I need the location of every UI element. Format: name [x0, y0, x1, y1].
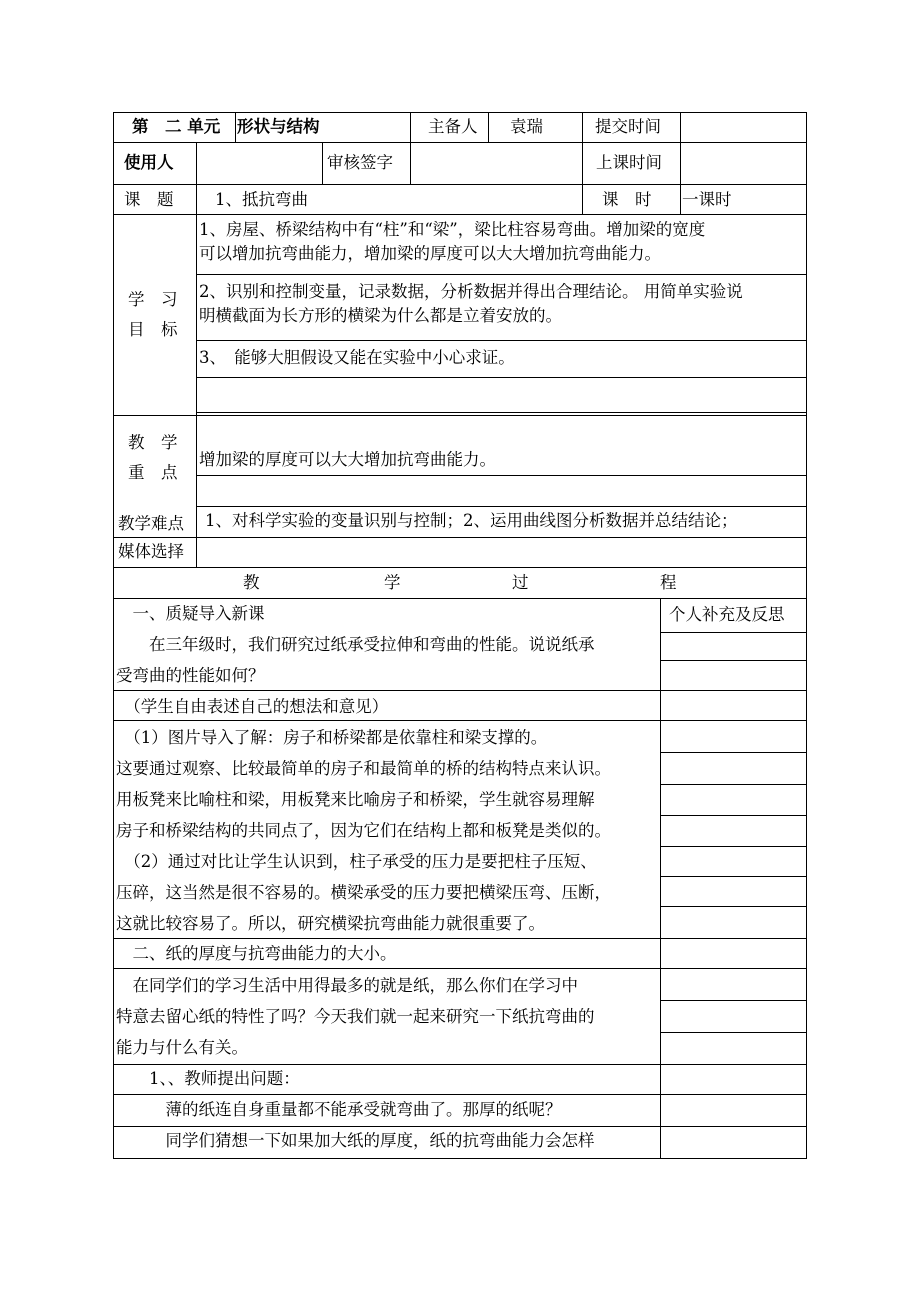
col-rule: [660, 598, 661, 1159]
row-rule: [113, 184, 807, 185]
row-rule: [113, 415, 807, 416]
reflection-label: 个人补充及反思: [669, 605, 785, 624]
row-rule: [196, 412, 807, 413]
row-rule: [660, 876, 807, 877]
col-rule: [582, 112, 583, 214]
process-heading-char: 过: [512, 573, 529, 592]
process-line: 这要通过观察、比较最简单的房子和最简单的桥的结构特点来认识。: [116, 759, 611, 778]
process-heading-char: 教: [243, 573, 260, 592]
col-rule: [322, 142, 323, 184]
process-line: 特意去留心纸的特性了吗？今天我们就一起来研究一下纸抗弯曲的: [116, 1007, 595, 1026]
period-label: 课 时: [602, 190, 652, 209]
process-heading-char: 学: [384, 573, 401, 592]
row-rule: [660, 752, 807, 753]
review-label: 审核签字: [327, 153, 393, 172]
process-line: 用板凳来比喻柱和梁，用板凳来比喻房子和桥梁，学生就容易理解: [116, 790, 595, 809]
topic-label: 课 题: [124, 190, 174, 209]
process-line: 这就比较容易了。所以，研究横梁抗弯曲能力就很重要了。: [116, 914, 545, 933]
objectives-label: 学 习: [128, 290, 178, 309]
objective-1: 可以增加抗弯曲能力，增加梁的厚度可以大大增加抗弯曲能力。: [199, 244, 661, 263]
col-rule: [680, 112, 681, 214]
class-time-label: 上课时间: [596, 153, 662, 172]
process-line: 薄的纸连自身重量都不能承受就弯曲了。那厚的纸呢？: [116, 1100, 562, 1119]
process-line: （1）图片导入了解：房子和桥梁都是依靠柱和梁支撑的。: [116, 728, 548, 747]
process-line: 能力与什么有关。: [116, 1038, 248, 1057]
row-rule: [660, 1000, 807, 1001]
row-rule: [196, 506, 807, 507]
col-rule: [488, 112, 489, 142]
process-heading-char: 程: [660, 573, 677, 592]
row-rule: [660, 846, 807, 847]
objective-2: 明横截面为长方形的横梁为什么都是立着安放的。: [199, 306, 562, 325]
objective-1: 1、房屋、桥梁结构中有“柱”和“梁”，梁比柱容易弯曲。增加梁的宽度: [199, 220, 706, 239]
process-line: 二、纸的厚度与抗弯曲能力的大小。: [116, 944, 397, 963]
row-rule: [660, 815, 807, 816]
process-line: （学生自由表述自己的想法和意见）: [116, 697, 389, 716]
topic-value: 1、抵抗弯曲: [215, 190, 308, 209]
objective-3: 3、 能够大胆假设又能在实验中小心求证。: [199, 348, 515, 367]
col-rule: [235, 112, 236, 142]
difficulty-label: 教学难点: [118, 514, 184, 533]
preparer-label: 主备人: [428, 117, 478, 136]
row-rule: [660, 784, 807, 785]
process-line: 压碎，这当然是很不容易的。横梁承受的压力要把横梁压弯、压断，: [116, 883, 611, 902]
objective-2: 2、识别和控制变量，记录数据，分析数据并得出合理结论。 用简单实验说: [199, 282, 743, 301]
row-rule: [196, 475, 807, 476]
row-rule: [113, 142, 807, 143]
row-rule: [113, 968, 807, 969]
row-rule: [113, 690, 807, 691]
unit-label: 第 二 单元: [132, 117, 221, 136]
objectives-label: 目 标: [128, 320, 178, 339]
process-line: 房子和桥梁结构的共同点了，因为它们在结构上都和板凳是类似的。: [116, 821, 611, 840]
row-rule: [660, 632, 807, 633]
process-line: 一、质疑导入新课: [116, 604, 265, 623]
row-rule: [196, 274, 807, 275]
process-line: 受弯曲的性能如何？: [116, 666, 265, 685]
col-rule: [410, 112, 411, 184]
row-rule: [113, 1126, 807, 1127]
row-rule: [113, 938, 807, 939]
row-rule: [113, 214, 807, 215]
row-rule: [660, 660, 807, 661]
row-rule: [113, 1064, 807, 1065]
process-line: 在三年级时，我们研究过纸承受拉伸和弯曲的性能。说说纸承: [116, 635, 595, 654]
key-points-label: 教 学: [128, 433, 178, 452]
row-rule: [113, 1094, 807, 1095]
row-rule: [113, 598, 807, 599]
key-points-text: 增加梁的厚度可以大大增加抗弯曲能力。: [199, 450, 496, 469]
process-line: 同学们猜想一下如果加大纸的厚度，纸的抗弯曲能力会怎样: [116, 1131, 595, 1150]
media-label: 媒体选择: [118, 542, 184, 561]
row-rule: [113, 537, 807, 538]
user-label: 使用人: [124, 153, 174, 172]
row-rule: [196, 377, 807, 378]
period-value: 一课时: [682, 190, 732, 209]
col-rule: [196, 142, 197, 567]
difficulty-text: 1、对科学实验的变量识别与控制；2、运用曲线图分析数据并总结结论；: [205, 511, 738, 530]
process-line: 在同学们的学习生活中用得最多的就是纸，那么你们在学习中: [116, 976, 578, 995]
process-line: （2）通过对比让学生认识到，柱子承受的压力是要把柱子压短、: [116, 852, 597, 871]
row-rule: [660, 1032, 807, 1033]
unit-title: 形状与结构: [237, 117, 320, 136]
process-line: 1、、教师提出问题：: [116, 1069, 300, 1088]
row-rule: [113, 567, 807, 568]
row-rule: [660, 906, 807, 907]
preparer-name: 袁瑞: [510, 117, 543, 136]
key-points-label: 重 点: [128, 463, 178, 482]
row-rule: [196, 340, 807, 341]
submit-time-label: 提交时间: [595, 117, 661, 136]
row-rule: [113, 720, 807, 721]
